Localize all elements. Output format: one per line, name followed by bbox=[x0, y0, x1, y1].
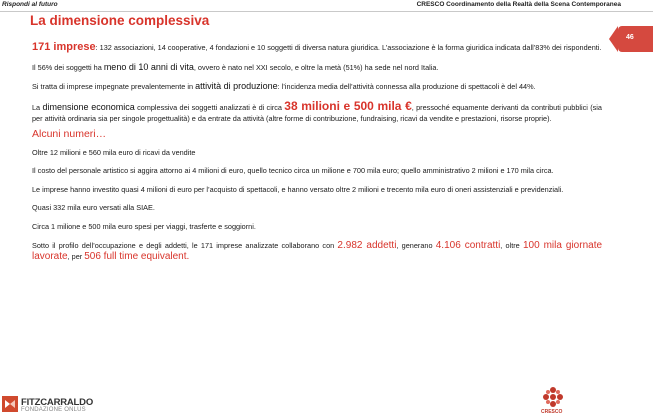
header-right-text: CRESCO Coordinamento della Realtà della Scena Contemporanea bbox=[416, 1, 621, 8]
highlight-fte: 506 full time equivalent. bbox=[84, 251, 190, 263]
fitzcarraldo-subtitle: FONDAZIONE ONLUS bbox=[21, 407, 86, 413]
paragraph-imprese bbox=[32, 42, 602, 54]
main-content bbox=[32, 42, 602, 263]
header-left-text: Rispondi al futuro bbox=[2, 1, 58, 8]
number-item-travel: Circa 1 milione e 500 mila euro spesi per viaggi, trasferte e soggiorni. bbox=[32, 221, 256, 231]
cresco-label: CRESCO bbox=[541, 409, 563, 415]
highlight-production: attività di produzione bbox=[195, 81, 278, 92]
paragraph-text: : l’incidenza media dell’attività connessa alla produzione di spettacoli è del 44%. bbox=[277, 82, 536, 92]
paragraph-text: Si tratta di imprese impegnate prevalentemente in bbox=[32, 82, 196, 92]
paragraph-age bbox=[32, 62, 602, 74]
paragraph-text: Il 56% dei soggetti ha bbox=[32, 62, 104, 72]
page-number-badge bbox=[618, 26, 653, 52]
highlight-age: meno di 10 anni di vita bbox=[103, 61, 194, 72]
highlight-contratti: 4.106 contratti bbox=[435, 239, 501, 251]
paragraph-text: , per bbox=[67, 252, 85, 262]
section-heading: Alcuni numeri… bbox=[32, 127, 107, 140]
fitzcarraldo-mark-icon bbox=[2, 396, 18, 412]
fitzcarraldo-logo bbox=[2, 396, 122, 416]
paragraph-text: , ovvero è nato nel XXI secolo, e oltre la metà (51%) ha sede nel nord Italia. bbox=[193, 62, 439, 72]
number-item-siae: Quasi 332 mila euro versati alla SIAE. bbox=[32, 203, 155, 213]
cresco-logo bbox=[540, 386, 566, 416]
paragraph-text: Sotto il profilo dell’occupazione e degli addetti, le 171 imprese analizzate collaborano con bbox=[32, 240, 338, 250]
highlight-economic: dimensione economica bbox=[42, 101, 135, 112]
cresco-flower-icon bbox=[540, 386, 566, 410]
paragraph-text: , pressoché equamente derivanti da contributi pubblici (sia per attività ordinaria sia per singole progettualità) e da entrate da attività (altre forme di contribuzione, fundraising, ricavi da vendite e prestazioni, risorse proprie). bbox=[32, 102, 602, 124]
highlight-total: 38 milioni e 500 mila € bbox=[284, 98, 412, 113]
paragraph-production bbox=[32, 81, 602, 93]
paragraph-text: complessiva dei soggetti analizzati è di circa bbox=[134, 102, 285, 112]
page-title: La dimensione complessiva bbox=[30, 13, 210, 28]
highlight-giornate: 100 mila giornate lavorate bbox=[32, 239, 603, 263]
number-item-investments: Le imprese hanno investito quasi 4 milioni di euro per l’acquisto di spettacoli, e hanno versato oltre 2 milioni e trecento mila euro di oneri assistenziali e previdenziali. bbox=[32, 184, 564, 194]
highlight-addetti: 2.982 addetti bbox=[337, 239, 397, 251]
fitzcarraldo-name: FITZCARRALDO bbox=[21, 397, 94, 408]
page-number: 46 bbox=[626, 34, 634, 41]
number-item-personnel: Il costo del personale artistico si aggira attorno ai 4 milioni di euro, quello tecnico circa un milione e 700 mila euro; quello amministrativo 2 milioni e 170 mila circa. bbox=[32, 166, 554, 176]
paragraph-economic bbox=[32, 98, 602, 125]
paragraph-text: , generano bbox=[396, 240, 436, 250]
highlight-imprese: 171 imprese bbox=[32, 41, 96, 53]
paragraph-text: , oltre bbox=[500, 240, 523, 250]
paragraph-employment bbox=[32, 240, 602, 263]
paragraph-text: : 132 associazioni, 14 cooperative, 4 fondazioni e 10 soggetti di diversa natura giuridica. L’associazione è la forma giuridica indicata dall’83% dei rispondenti. bbox=[95, 43, 602, 52]
header-divider bbox=[0, 11, 653, 12]
number-item-sales: Oltre 12 milioni e 560 mila euro di ricavi da vendite bbox=[32, 147, 196, 157]
paragraph-text: La bbox=[32, 102, 43, 112]
